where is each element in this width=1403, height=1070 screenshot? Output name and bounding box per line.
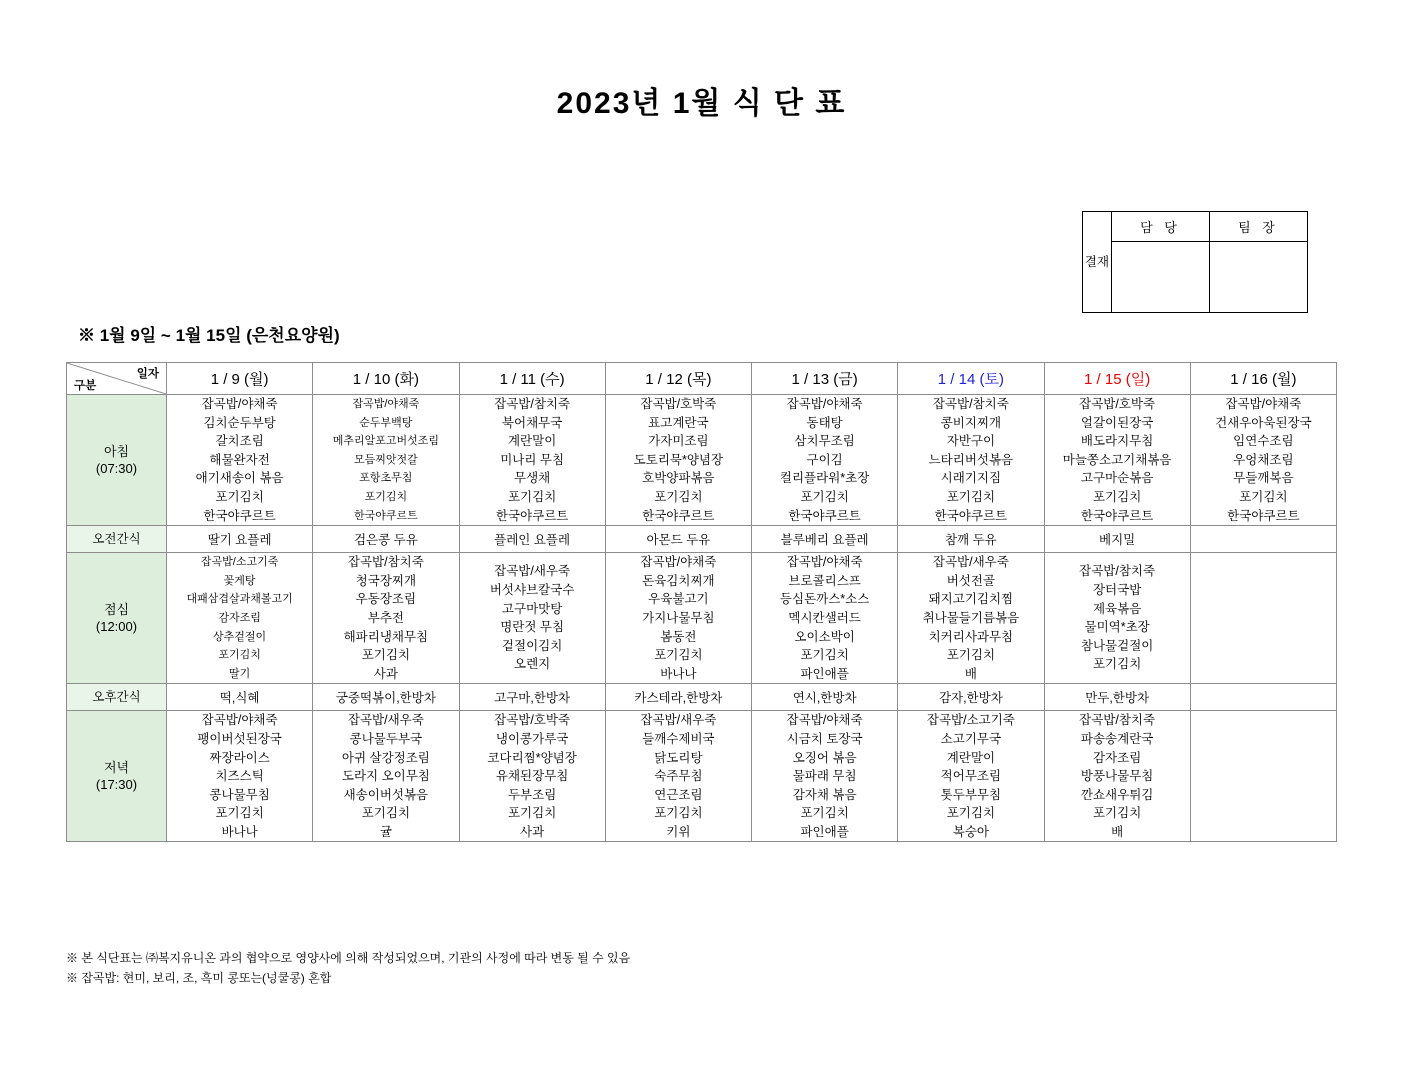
subtitle: ※ 1월 9일 ~ 1월 15일 (은천요양원) [78,326,340,345]
cell-morning-snack-0: 딸기 요플레 [167,526,313,553]
day-header-4: 1 / 13 (금) [752,363,898,395]
cell-afternoon-snack-1: 궁중떡볶이,한방차 [313,684,459,711]
row-label-breakfast [67,395,167,526]
cell-dinner-6: 잡곡밥/참치죽 파송송계란국 감자조림 방풍나물무침 깐쇼새우튀김 포기김치 배 [1044,711,1190,842]
cell-dinner-7 [1190,711,1336,842]
cell-dinner-2: 잡곡밥/호박죽 냉이콩가루국 코다리찜*양념장 유채된장무침 두부조림 포기김치 사과 [459,711,605,842]
approval-label [1083,212,1112,313]
cell-afternoon-snack-5: 감자,한방차 [898,684,1044,711]
cell-breakfast-7: 잡곡밥/야채죽 건새우아욱된장국 임연수조림 우엉채조림 무들깨복음 포기김치 한국야쿠르트 [1190,395,1336,526]
cell-dinner-3: 잡곡밥/새우죽 들깨수제비국 닭도리탕 숙주무침 연근조림 포기김치 키위 [605,711,751,842]
table-row-afternoon-snack [67,684,1337,711]
cell-afternoon-snack-0: 떡,식혜 [167,684,313,711]
approval-signature-manager[interactable] [1210,242,1308,313]
cell-morning-snack-6: 베지밀 [1044,526,1190,553]
cell-morning-snack-5: 참깨 두유 [898,526,1044,553]
approval-signature-staff[interactable] [1112,242,1210,313]
row-label-lunch [67,553,167,684]
cell-breakfast-5: 잡곡밥/참치죽 콩비지찌개 자반구이 느타리버섯볶음 시래기지짐 포기김치 한국야쿠르트 [898,395,1044,526]
row-label-dinner [67,711,167,842]
row-label-morning-snack: 오전간식 [67,526,167,553]
table-row-breakfast [67,395,1337,526]
footnote-1: ※ 잡곡밥: 현미, 보리, 조, 흑미 콩또는(넝쿨콩) 혼합 [66,971,332,985]
cell-breakfast-1: 잡곡밥/야채죽 순두부백탕 메추리알포고버섯조림 모듬찌앗젓갈 포항초무침 포기김치 한국야쿠르트 [313,395,459,526]
approval-label-text: 결재 [1084,254,1110,269]
cell-breakfast-3: 잡곡밥/호박죽 표고계란국 가자미조림 도토리묵*양념장 호박양파볶음 포기김치 한국야쿠르트 [605,395,751,526]
row-label-lunch-time: (12:00) [95,619,138,635]
cell-dinner-1: 잡곡밥/새우죽 콩나물두부국 아귀 살강정조림 도라지 오이무침 새송이버섯볶음 포기김치 귤 [313,711,459,842]
cell-lunch-5: 잡곡밥/새우죽 버섯전골 돼지고기김치찜 취나물들기름볶음 치커리사과무침 포기김치 배 [898,553,1044,684]
cell-afternoon-snack-3: 카스테라,한방차 [605,684,751,711]
cell-lunch-4: 잡곡밥/야채죽 브로콜리스프 등심돈까스*소스 멕시칸샐러드 오이소박이 포기김치 파인애플 [752,553,898,684]
cell-breakfast-4: 잡곡밥/야채죽 동태탕 삼치무조림 구이김 컬리플라워*초장 포기김치 한국야쿠르트 [752,395,898,526]
cell-breakfast-0: 잡곡밥/야채죽 김치순두부탕 갈치조림 해물완자전 애기새송이 볶음 포기김치 한국야쿠르트 [167,395,313,526]
row-label-breakfast-name: 아침 [103,444,130,460]
cell-dinner-4: 잡곡밥/야채죽 시금치 토장국 오징어 볶음 물파래 무침 감자채 볶음 포기김치 파인애플 [752,711,898,842]
menu-document [0,78,1403,1070]
approval-box [1082,211,1308,313]
cell-morning-snack-1: 검은콩 두유 [313,526,459,553]
corner-date-label: 일자 [136,368,159,380]
row-label-dinner-name: 저녁 [103,760,130,776]
day-header-3: 1 / 12 (목) [605,363,751,395]
cell-lunch-6: 잡곡밥/참치죽 장터국밥 제육볶음 물미역*초장 참나물겉절이 포기김치 [1044,553,1190,684]
cell-lunch-3: 잡곡밥/야채죽 돈육김치찌개 우육불고기 가지나물무침 봄동전 포기김치 바나나 [605,553,751,684]
cell-morning-snack-7 [1190,526,1336,553]
footnotes [66,948,630,988]
cell-dinner-5: 잡곡밥/소고기죽 소고기무국 계란말이 적어무조림 톳두부무침 포기김치 복숭아 [898,711,1044,842]
cell-afternoon-snack-7 [1190,684,1336,711]
day-header-5: 1 / 14 (토) [898,363,1044,395]
corner-type-label: 구분 [74,380,97,392]
menu-table [66,362,1337,842]
cell-lunch-0: 잡곡밥/소고기죽 꽃게탕 대패삼겹살과채볼고기 감자조림 상추겉절이 포기김치 딸기 [167,553,313,684]
cell-breakfast-6: 잡곡밥/호박죽 얼갈이된장국 배도라지무침 마늘쫑소고기채볶음 고구마순볶음 포기김치 한국야쿠르트 [1044,395,1190,526]
day-header-2: 1 / 11 (수) [459,363,605,395]
cell-dinner-0: 잡곡밥/야채죽 팽이버섯된장국 짜장라이스 치즈스틱 콩나물무침 포기김치 바나나 [167,711,313,842]
row-label-dinner-time: (17:30) [95,777,138,793]
day-header-1: 1 / 10 (화) [313,363,459,395]
cell-morning-snack-3: 아몬드 두유 [605,526,751,553]
cell-afternoon-snack-4: 연시,한방차 [752,684,898,711]
approval-header-manager: 팀 장 [1210,212,1308,242]
day-header-6: 1 / 15 (일) [1044,363,1190,395]
cell-lunch-2: 잡곡밥/새우죽 버섯샤브칼국수 고구마맛탕 명란젓 무침 겉절이김치 오렌지 [459,553,605,684]
page-title: 2023년 1월 식 단 표 [556,87,847,120]
table-row-morning-snack [67,526,1337,553]
cell-lunch-7 [1190,553,1336,684]
cell-lunch-1: 잡곡밥/참치죽 청국장찌개 우동장조림 부추전 해파리냉채무침 포기김치 사과 [313,553,459,684]
cell-morning-snack-4: 블루베리 요플레 [752,526,898,553]
row-label-breakfast-time: (07:30) [95,461,138,477]
cell-breakfast-2: 잡곡밥/참치죽 북어채무국 계란말이 미나리 무침 무생채 포기김치 한국야쿠르트 [459,395,605,526]
row-label-afternoon-snack: 오후간식 [67,684,167,711]
cell-afternoon-snack-2: 고구마,한방차 [459,684,605,711]
table-row-lunch [67,553,1337,684]
day-header-7: 1 / 16 (월) [1190,363,1336,395]
table-header-row [67,363,1337,395]
table-row-dinner [67,711,1337,842]
day-header-0: 1 / 9 (월) [167,363,313,395]
row-label-lunch-name: 점심 [103,602,130,618]
cell-morning-snack-2: 플레인 요플레 [459,526,605,553]
footnote-0: ※ 본 식단표는 ㈜복지유니온 과의 협약으로 영양사에 의해 작성되었으며, 기관의 사정에 따라 변동 될 수 있음 [66,951,631,965]
table-body [67,395,1337,842]
table-corner-cell [67,363,167,395]
cell-afternoon-snack-6: 만두,한방차 [1044,684,1190,711]
approval-header-staff: 담 당 [1112,212,1210,242]
